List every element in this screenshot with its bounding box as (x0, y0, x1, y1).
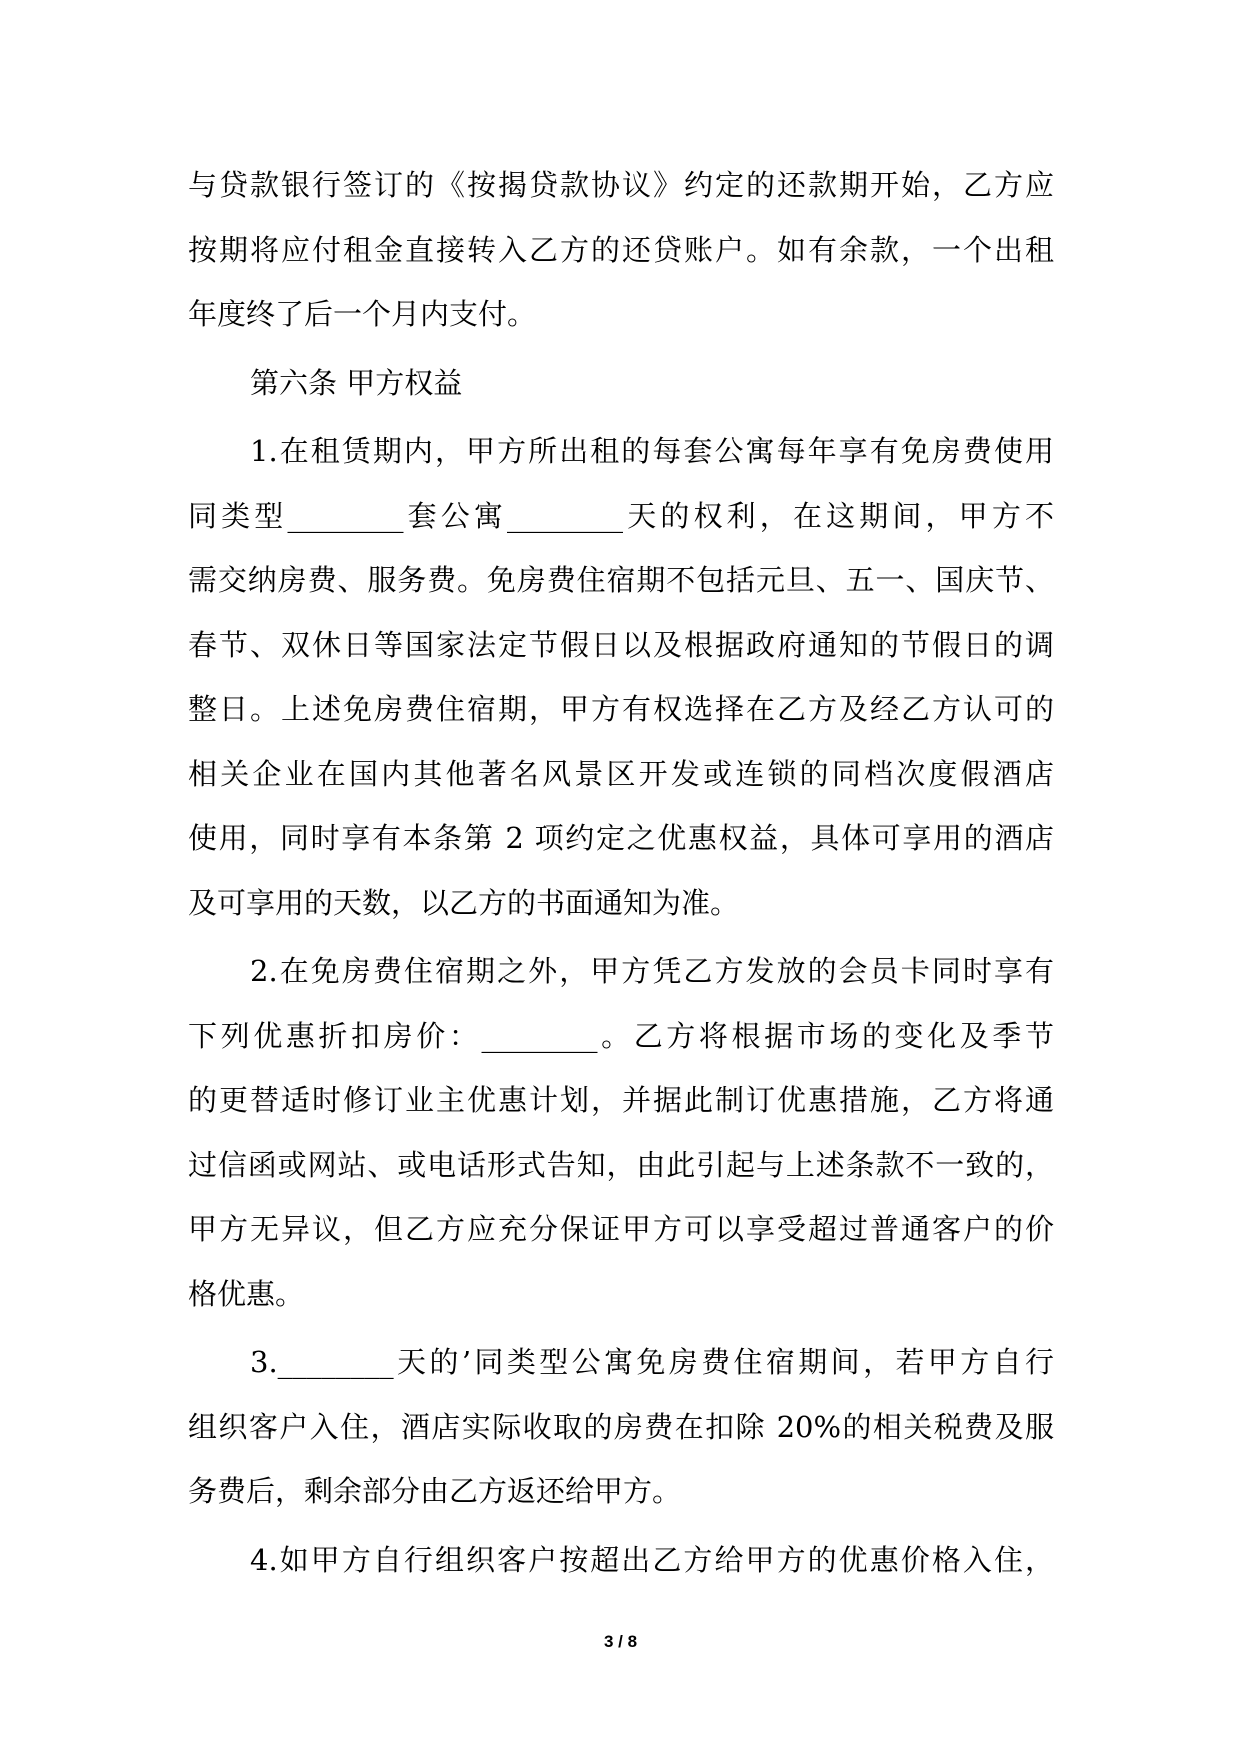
paragraph-line: 需交纳房费、服务费。免房费住宿期不包括元旦、五一、国庆节、 (188, 563, 1054, 597)
clause-1 (188, 419, 1054, 935)
paragraph-line: 2.在免房费住宿期之外，甲方凭乙方发放的会员卡同时享有 (250, 954, 1054, 988)
paragraph-line: 使用，同时享有本条第 2 项约定之优惠权益，具体可享用的酒店 (188, 821, 1054, 855)
paragraph-line: 3.________天的’同类型公寓免房费住宿期间，若甲方自行 (250, 1345, 1054, 1379)
paragraph-line: 与贷款银行签订的《按揭贷款协议》约定的还款期开始，乙方应 (188, 168, 1054, 202)
clause-3 (188, 1330, 1054, 1524)
document-body (188, 153, 1054, 1596)
paragraph-line: 整日。上述免房费住宿期，甲方有权选择在乙方及经乙方认可的 (188, 692, 1054, 726)
paragraph-continuation (188, 153, 1054, 347)
paragraph-line: 相关企业在国内其他著名风景区开发或连锁的同档次度假酒店 (188, 756, 1054, 791)
paragraph-line: 的更替适时修订业主优惠计划，并据此制订优惠措施，乙方将通 (188, 1083, 1054, 1117)
clause-4 (188, 1528, 1054, 1593)
page-number: 3 / 8 (603, 1632, 638, 1651)
paragraph-line: 4.如甲方自行组织客户按超出乙方给甲方的优惠价格入住， (250, 1542, 1054, 1577)
article-heading-text: 第六条 甲方权益 (250, 365, 463, 400)
paragraph-line: 务费后，剩余部分由乙方返还给甲方。 (188, 1474, 682, 1508)
paragraph-line: 甲方无异议，但乙方应充分保证甲方可以享受超过普通客户的价 (188, 1212, 1054, 1246)
article-heading (188, 351, 1054, 416)
paragraph-line: 及可享用的天数，以乙方的书面通知为准。 (188, 885, 740, 920)
paragraph-line: 春节、双休日等国家法定节假日以及根据政府通知的节假日的调 (188, 627, 1054, 662)
paragraph-line: 格优惠。 (188, 1276, 305, 1311)
paragraph-line: 1.在租赁期内，甲方所出租的每套公寓每年享有免房费使用 (250, 434, 1054, 468)
paragraph-line: 按期将应付租金直接转入乙方的还贷账户。如有余款，一个出租 (188, 232, 1054, 267)
paragraph-line: 下列优惠折扣房价：________。乙方将根据市场的变化及季节 (188, 1018, 1054, 1053)
paragraph-line: 组织客户入住，酒店实际收取的房费在扣除 20%的相关税费及服 (188, 1409, 1054, 1444)
clause-2 (188, 939, 1054, 1326)
paragraph-line: 同类型________套公寓________天的权利，在这期间，甲方不 (188, 498, 1054, 533)
paragraph-line: 过信函或网站、或电话形式告知，由此引起与上述条款不一致的， (188, 1147, 1054, 1182)
paragraph-line: 年度终了后一个月内支付。 (188, 297, 537, 331)
